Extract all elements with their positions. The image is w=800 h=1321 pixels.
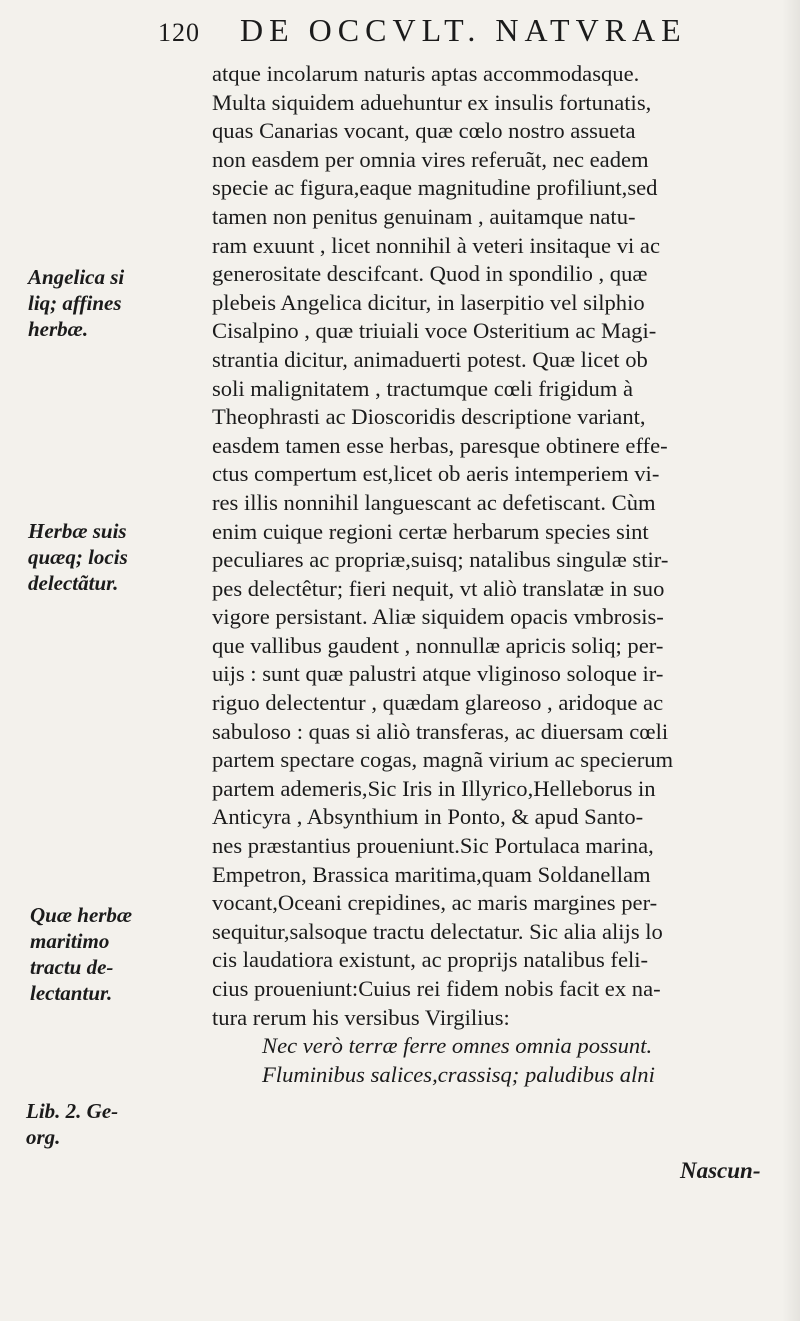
text-line: res illis nonnihil languescant ac defetiscant. Cùm [212, 489, 656, 515]
margin-notes [0, 0, 212, 1321]
text-line: ctus compertum est,licet ob aeris intemperiem vi- [212, 461, 660, 487]
verse-line: Nec verò terræ ferre omnes omnia possunt. [262, 1033, 653, 1059]
page-edge-shadow [782, 0, 800, 1321]
margin-note-angelica: Angelica si liq; affines herbæ. [28, 265, 125, 341]
text-line: Theophrasti ac Dioscoridis descriptione variant, [212, 404, 646, 430]
margin-note-quae-herbae: Quæ herbæ maritimo tractu de- lectantur. [30, 903, 133, 1005]
text-line: partem ademeris,Sic Iris in Illyrico,Helleborus in [212, 775, 656, 801]
text-line: que vallibus gaudent , nonnullæ apricis soliq; per- [212, 632, 664, 658]
text-line: Cisalpino , quæ triuiali voce Osteritium ac Magi- [212, 318, 657, 344]
text-line: peculiares ac propriæ,suisq; natalibus singulæ stir- [212, 547, 669, 573]
text-line: specie ac figura,eaque magnitudine profiliunt,sed [212, 175, 658, 201]
text-line: quas Canarias vocant, quæ cœlo nostro assueta [212, 118, 636, 144]
main-text-block [212, 60, 772, 1089]
text-line: partem spectare cogas, magnã virium ac specierum [212, 747, 674, 773]
verse-line: Fluminibus salices,crassisq; paludibus alni [262, 1061, 655, 1087]
text-line: pes delectêtur; fieri nequit, vt aliò translatæ in suo [212, 575, 665, 601]
text-line: vocant,Oceani crepidines, ac maris margines per- [212, 890, 658, 916]
text-line: Empetron, Brassica maritima,quam Soldanellam [212, 861, 651, 887]
text-line: Multa siquidem aduehuntur ex insulis fortunatis, [212, 89, 652, 115]
margin-note-lib: Lib. 2. Ge- org. [26, 1099, 119, 1149]
text-line: riguo delectentur , quædam glareoso , aridoque ac [212, 690, 664, 716]
text-line: cius proueniunt:Cuius rei fidem nobis facit ex na- [212, 976, 661, 1001]
running-header [150, 12, 780, 56]
text-line: tura rerum his versibus Virgilius: [212, 1004, 510, 1030]
text-line: ram exuunt , licet nonnihil à veteri insitaque vi ac [212, 232, 660, 258]
page-number: 120 [158, 18, 200, 47]
text-line: non easdem per omnia vires referuãt, nec eadem [212, 146, 649, 172]
text-line: generositate descifcant. Quod in spondilio , quæ [212, 261, 648, 287]
text-line: tamen non penitus genuinam , auitamque natu- [212, 203, 636, 229]
text-line: plebeis Angelica dicitur, in laserpitio vel silphio [212, 289, 645, 315]
text-line: strantia dicitur, animaduerti potest. Quæ licet ob [212, 346, 648, 372]
text-line: sabuloso : quas si aliò transferas, ac diuersam cœli [212, 718, 669, 744]
text-line: sequitur,salsoque tractu delectatur. Sic alia alijs lo [212, 918, 663, 944]
running-title: DE OCCVLT. NATVRAE [240, 12, 687, 48]
text-line: nes præstantius proueniunt.Sic Portulaca marina, [212, 833, 654, 859]
text-line: atque incolarum naturis aptas accommodasque. [212, 61, 640, 86]
catchword: Nascun- [680, 1158, 761, 1183]
text-line: Anticyra , Absynthium in Ponto, & apud Santo- [212, 804, 644, 830]
margin-note-herbae-suis: Herbæ suis quæq; locis delectãtur. [28, 519, 128, 595]
text-line: vigore persistant. Aliæ siquidem opacis vmbrosis- [212, 604, 664, 630]
text-line: soli malignitatem , tractumque cœli frigidum à [212, 375, 634, 401]
text-line: easdem tamen esse herbas, paresque obtinere effe- [212, 432, 668, 458]
text-line: enim cuique regioni certæ herbarum species sint [212, 518, 649, 544]
text-line: uijs : sunt quæ palustri atque vliginoso soloque ir- [212, 661, 664, 687]
text-line: cis laudatiora existunt, ac proprijs natalibus feli- [212, 947, 649, 973]
